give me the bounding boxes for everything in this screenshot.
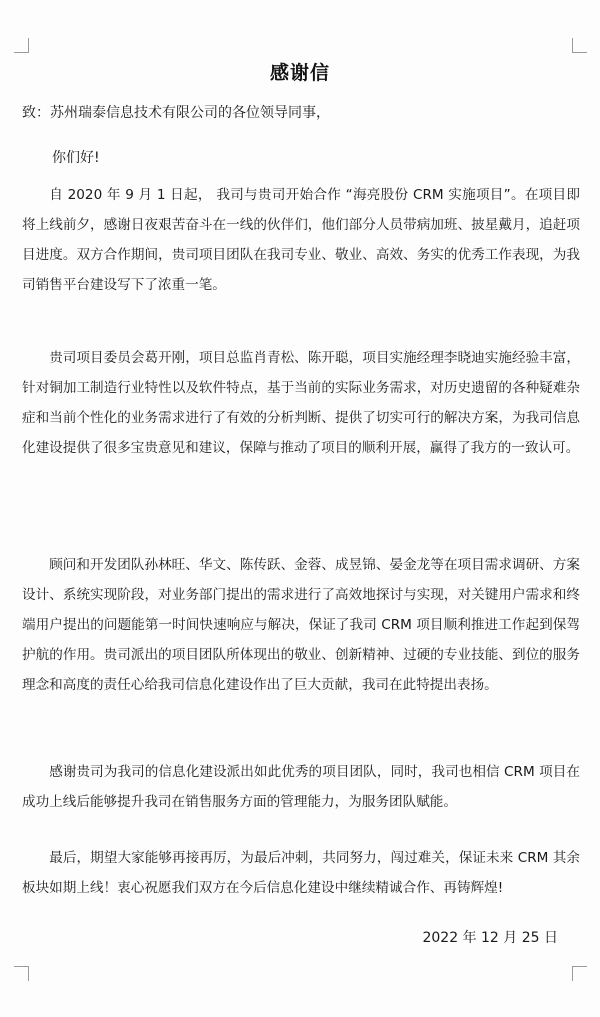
corner-mark-bottom-right (572, 966, 587, 981)
letter-title: 感谢信 (269, 62, 330, 84)
letter-date: 2022 年 12 月 25 日 (422, 930, 558, 946)
letter-paragraph-4: 感谢贵司为我司的信息化建设派出如此优秀的项目团队，同时，我司也相信 CRM 项目在成功上线后能够提升我司在销售服务方面的管理能力，为服务团队赋能。 (22, 764, 580, 810)
corner-mark-bottom-left (14, 966, 29, 981)
corner-mark-top-right (572, 38, 587, 53)
corner-mark-top-left (14, 38, 29, 53)
letter-greeting: 你们好! (52, 150, 100, 166)
letter-paragraph-5: 最后，期望大家能够再接再厉，为最后冲刺，共同努力，闯过难关，保证未来 CRM 其余板块如期上线！衷心祝愿我们双方在今后信息化建设中继续精诚合作、再铸辉煌! (22, 850, 580, 896)
letter-paragraph-2: 贵司项目委员会葛开刚，项目总监肖青松、陈开聪，项目实施经理李晓迪实施经验丰富，针对铜加工制造行业特性以及软件特点，基于当前的实际业务需求，对历史遗留的各种疑难杂症和当前个性化的业务需求进行了有效的分析判断、提供了切实可行的解决方案，为我司信息化建设提供了很多宝贵意见和建议，保障与推动了项目的顺利开展，赢得了我方的一致认可。 (22, 350, 580, 456)
letter-paragraph-3: 顾问和开发团队孙林旺、华文、陈传跃、金蓉、成昱锦、晏金龙等在项目需求调研、方案设计、系统实现阶段，对业务部门提出的需求进行了高效地探讨与实现，对关键用户需求和终端用户提出的问题能第一时间快速响应与解决，保证了我司 CRM 项目顺利推进工作起到保驾护航的作用。贵司派出的项目团队所体现出的敬业、创新精神、过硬的专业技能、到位的服务理念和高度的责任心给我司信息化建设作出了巨大贡献，我司在此特提出表扬。 (22, 557, 580, 693)
letter-paragraph-1: 自 2020 年 9 月 1 日起， 我司与贵司开始合作 “海亮股份 CRM 实施项目”。在项目即将上线前夕，感谢日夜艰苦奋斗在一线的伙伴们，他们部分人员带病加班、披星戴月，追赶项目进度。双方合作期间，贵司项目团队在我司专业、敬业、高效、务实的优秀工作表现，为我司销售平台建设写下了浓重一笔。 (22, 187, 580, 293)
letter-salutation: 致：苏州瑞泰信息技术有限公司的各位领导同事， (22, 105, 330, 121)
